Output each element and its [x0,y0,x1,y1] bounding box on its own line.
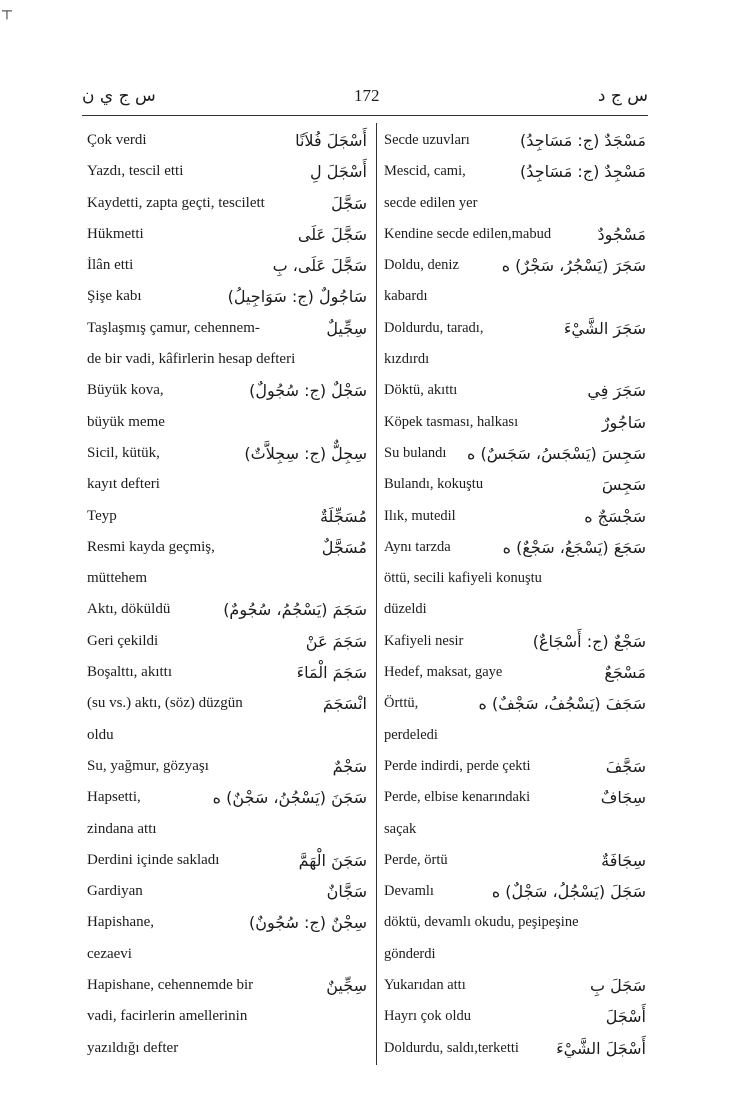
dictionary-entry [87,594,367,625]
entry-translation: İlân etti [87,257,134,274]
dictionary-entry [87,720,367,751]
entry-translation: döktü, devamlı okudu, peşipeşine [384,914,579,931]
entry-translation: kayıt defteri [87,476,160,493]
entry-translation: Hedef, maksat, gaye [384,664,503,681]
entry-arabic: سَجَّلَ عَلَى [297,224,367,244]
entry-arabic: سَجَّانٌ [326,882,367,902]
entry-translation: Kendine secde edilen,mabud [384,225,552,242]
dictionary-entry [384,501,646,532]
dictionary-entry [384,313,646,344]
entry-arabic: سَجَلَ بِ [590,976,646,996]
dictionary-entry [384,907,646,938]
dictionary-entry [384,688,646,719]
entry-arabic: سَجَمَ عَنْ [305,631,367,651]
entry-translation: Aynı tarzda [384,538,451,555]
dictionary-entry [384,657,646,688]
dictionary-entry [87,751,367,782]
dictionary-entry [384,563,646,594]
entry-translation: Kafiyeli nesir [384,632,464,649]
entry-translation: vadi, facirlerin amellerinin [87,1008,248,1025]
entry-translation: kızdırdı [384,351,430,368]
column-divider [376,123,377,1065]
dictionary-entry [384,156,646,187]
entry-translation: Doldurdu, taradı, [384,319,484,336]
dictionary-entry [87,907,367,938]
dictionary-entry [384,845,646,876]
dictionary-entry [384,532,646,563]
entry-arabic: سِجِّيلٌ [326,318,367,338]
entry-arabic: انْسَجَمَ [322,694,367,714]
entry-arabic: سِجِّينٌ [326,976,367,996]
dictionary-entry [87,1001,367,1032]
entry-translation: Boşalttı, akıttı [87,664,172,681]
entry-translation: Yazdı, tescil etti [87,163,184,180]
entry-translation: Bulandı, kokuştu [384,476,484,493]
dictionary-entry [87,407,367,438]
entry-arabic: سَجْمٌ [332,756,367,776]
dictionary-entry [87,375,367,406]
dictionary-entry [87,313,367,344]
dictionary-entry [384,281,646,312]
entry-translation: Çok verdi [87,132,147,148]
entry-translation: Doldurdu, saldı,terketti [384,1039,519,1056]
entry-translation: secde edilen yer [384,194,478,211]
entry-arabic: مَسْجِدٌ (ج: مَسَاجِدُ) [520,162,646,182]
dictionary-entry [87,563,367,594]
entry-arabic: سَجَمَ (يَسْجُمُ، سُجُومٌ) [223,600,367,620]
dictionary-entry [87,501,367,532]
dictionary-entry [384,876,646,907]
entry-arabic: سَجَنَ (يَسْجُنُ، سَجْنٌ) ه [212,788,367,808]
header-left-letters: س ج ي ن [82,86,156,106]
dictionary-entry [384,782,646,813]
dictionary-entry [87,281,367,312]
entry-arabic: سَاجُورٌ [601,412,646,432]
entry-translation: Derdini içinde sakladı [87,851,220,868]
dictionary-entry [87,438,367,469]
dictionary-entry [87,939,367,970]
entry-arabic: سَجَّفَ [605,756,646,776]
entry-translation: Büyük kova, [87,382,164,399]
entry-translation: Yukarıdan attı [384,977,466,994]
entry-translation: perdeledi [384,726,438,743]
entry-arabic: أَسْجَلَ فُلاَنًا [295,131,367,150]
entry-translation: Sicil, kütük, [87,444,160,461]
dictionary-entry [384,344,646,375]
dictionary-entry [87,188,367,219]
entry-translation: Perde, örtü [384,851,448,868]
entry-translation: gönderdi [384,945,436,962]
entry-arabic: سَجِسَ [601,475,646,495]
entry-translation: müttehem [87,570,147,587]
left-column [87,125,367,1064]
entry-translation: Hayrı çok oldu [384,1008,471,1025]
entry-arabic: أَسْجَلَ الشَّيْءَ [556,1038,646,1058]
entry-arabic: سَجْعٌ (ج: أَسْجَاعٌ) [532,631,646,651]
dictionary-entry [384,375,646,406]
entry-translation: Örttü, [384,695,419,712]
entry-translation: Gardiyan [87,883,143,900]
corner-mark: ┬ [2,4,12,19]
entry-arabic: سَجَفَ (يَسْجُفُ، سَجْفٌ) ه [478,694,646,714]
entry-translation: Hapishane, [87,914,155,931]
entry-translation: saçak [384,820,417,837]
entry-arabic: مُسَجَّلٌ [321,537,367,557]
entry-translation: Perde, elbise kenarındaki [384,789,531,806]
dictionary-entry [87,250,367,281]
dictionary-entry [384,814,646,845]
entry-arabic: سَاجُولٌ (ج: سَوَاجِيلُ) [227,287,367,307]
entry-arabic: سِجْنٌ (ج: سُجُونٌ) [248,913,367,933]
entry-translation: Hapishane, cehennemde bir [87,977,254,994]
dictionary-entry [87,344,367,375]
entry-translation: Perde indirdi, perde çekti [384,757,531,774]
dictionary-entry [384,751,646,782]
entry-translation: Su, yağmur, gözyaşı [87,757,209,774]
entry-arabic: سِجِلٌّ (ج: سِجِلاَّتٌ) [244,443,367,463]
entry-translation: Taşlaşmış çamur, cehennem- [87,319,260,336]
entry-arabic: سَجَمَ الْمَاءَ [296,663,367,683]
dictionary-entry [87,814,367,845]
entry-arabic: سَجْسَجٌ ه [584,506,646,526]
entry-arabic: مَسْجَدٌ (ج: مَسَاجِدُ) [520,131,646,150]
entry-arabic: سَجَلَ (يَسْجُلُ، سَجْلٌ) ه [491,882,646,902]
entry-translation: de bir vadi, kâfirlerin hesap defteri [87,351,296,368]
entry-translation: düzeldi [384,601,427,618]
entry-arabic: سَجَعَ (يَسْجَعُ، سَجْعٌ) ه [502,537,646,557]
entry-translation: Döktü, akıttı [384,382,458,399]
right-column [384,125,646,1064]
dictionary-entry [87,782,367,813]
entry-translation: Hapsetti, [87,789,141,806]
entry-arabic: سَجَّلَ [331,193,367,213]
dictionary-entry [87,1033,367,1064]
entry-translation: Teyp [87,507,117,524]
dictionary-entry [87,469,367,500]
entry-translation: Devamlı [384,883,434,900]
dictionary-entry [87,532,367,563]
entry-arabic: سِجَافَةٌ [601,850,646,870]
dictionary-entry [87,156,367,187]
entry-arabic: مَسْجَعٌ [604,663,646,683]
dictionary-entry [384,626,646,657]
entry-translation: (su vs.) aktı, (söz) düzgün [87,695,243,712]
entry-translation: cezaevi [87,945,132,962]
entry-arabic: سَجَّلَ عَلَى، بِ [272,256,367,276]
dictionary-entry [384,188,646,219]
dictionary-entry [87,657,367,688]
entry-arabic: سَجِسَ (يَسْجَسُ، سَجَسٌ) ه [466,443,646,463]
entry-arabic: سَجَرَ فِي [587,381,646,401]
entry-arabic: سَجَرَ الشَّيْءَ [563,318,646,338]
entry-translation: Şişe kabı [87,288,142,305]
entry-arabic: سَجَرَ (يَسْجُرُ، سَجْرٌ) ه [501,256,646,276]
entry-translation: Aktı, döküldü [87,601,171,618]
entry-translation: Mescid, cami, [384,163,466,180]
dictionary-entry [384,939,646,970]
header-rule [82,115,648,116]
entry-arabic: مُسَجِّلَةٌ [319,506,367,526]
dictionary-entry [384,970,646,1001]
entry-arabic: سَجَنَ الْهَمَّ [298,850,367,870]
entry-translation: büyük meme [87,413,165,430]
entry-translation: Secde uzuvları [384,132,470,148]
page-number: 172 [354,86,380,105]
entry-arabic: أَسْجَلَ [605,1007,646,1027]
entry-translation: Köpek tasması, halkası [384,413,519,430]
entry-translation: Resmi kayda geçmiş, [87,538,215,555]
entry-translation: Hükmetti [87,225,144,242]
dictionary-entry [87,876,367,907]
dictionary-entry [384,438,646,469]
entry-translation: oldu [87,726,114,743]
dictionary-entry [384,1001,646,1032]
entry-translation: Kaydetti, zapta geçti, tescilett [87,194,265,211]
dictionary-entry [384,219,646,250]
dictionary-entry [384,407,646,438]
header-right-letters: س ج د [597,86,648,106]
entry-translation: Doldu, deniz [384,257,459,274]
entry-translation: Geri çekildi [87,632,159,649]
dictionary-entry [384,469,646,500]
dictionary-entry [87,970,367,1001]
entry-translation: yazıldığı defter [87,1039,179,1056]
dictionary-entry [87,626,367,657]
dictionary-entry [384,594,646,625]
dictionary-entry [87,845,367,876]
entry-translation: Ilık, mutedil [384,507,456,524]
dictionary-entry [384,1033,646,1064]
entry-arabic: أَسْجَلَ لِ [309,162,367,182]
entry-arabic: سَجْلٌ (ج: سُجُولٌ) [249,381,367,401]
entry-translation: öttü, secili kafiyeli konuştu [384,570,542,587]
dictionary-entry [87,125,367,156]
entry-translation: Su bulandı [384,444,447,461]
entry-translation: zindana attı [87,820,157,837]
dictionary-entry [87,219,367,250]
entry-arabic: مَسْجُودٌ [597,224,646,244]
dictionary-entry [87,688,367,719]
dictionary-entry [384,250,646,281]
entry-translation: kabardı [384,288,428,305]
page-header [82,86,648,112]
dictionary-entry [384,125,646,156]
entry-arabic: سِجَافٌ [600,788,646,808]
dictionary-entry [384,720,646,751]
